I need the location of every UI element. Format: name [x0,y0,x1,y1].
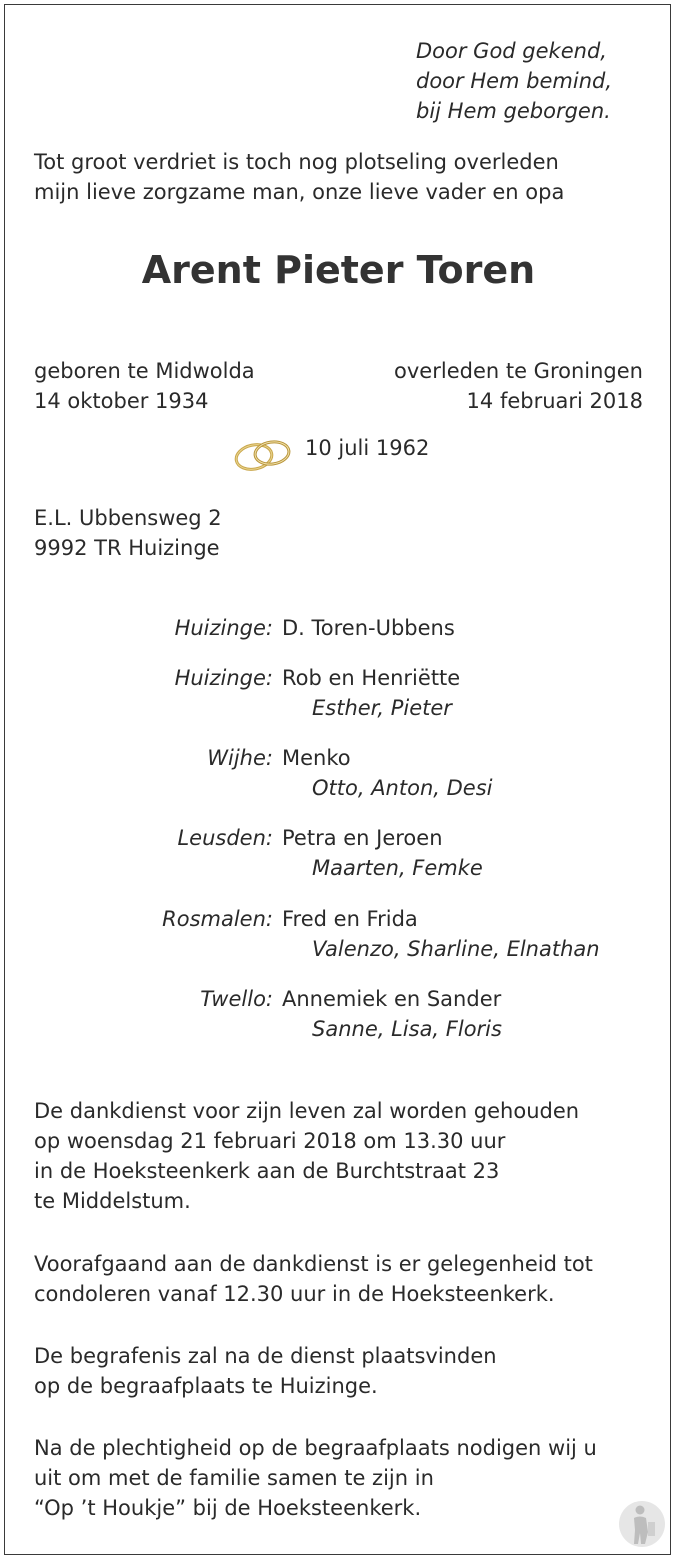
funeral-line: op de begraafplaats te Huizinge. [34,1374,378,1398]
family-place: Huizinge: [174,616,273,640]
family-place: Leusden: [177,826,273,850]
family-names: Fred en Frida [282,907,418,931]
service-line: De dankdienst voor zijn leven zal worden gehouden [34,1099,580,1123]
condolence-paragraph [34,1249,593,1309]
death-info [394,356,643,416]
family-place: Huizinge: [174,666,273,690]
service-line: te Middelstum. [34,1189,191,1213]
family-grandchildren: Valenzo, Sharline, Elnathan [312,937,600,961]
intro-text [34,147,564,207]
family-grandchildren: Otto, Anton, Desi [312,776,493,800]
verse [416,36,612,126]
deceased-name: Arent Pieter Toren [141,248,536,292]
family-names: Menko [282,746,351,770]
family-grandchildren: Sanne, Lisa, Floris [312,1017,502,1041]
family-grandchildren: Esther, Pieter [312,696,452,720]
family-grandchildren: Maarten, Femke [312,856,483,880]
family-place: Rosmalen: [162,907,273,931]
funeral-paragraph [34,1341,497,1401]
family-names: D. Toren-Ubbens [282,616,455,640]
invitation-line: uit om met de familie samen te zijn in [34,1466,434,1490]
service-paragraph [34,1096,579,1216]
birth-info [34,356,255,416]
invitation-line: Na de plechtigheid op de begraafplaats nodigen wij u [34,1436,597,1460]
invitation-paragraph [34,1433,597,1523]
invitation-line: “Op ’t Houkje” bij de Hoeksteenkerk. [34,1496,422,1520]
family-names: Petra en Jeroen [282,826,443,850]
address-postcode: 9992 TR Huizinge [34,536,220,560]
intro-line: mijn lieve zorgzame man, onze lieve vader en opa [34,180,565,204]
verse-line: Door God gekend, [416,39,607,63]
intro-line: Tot groot verdriet is toch nog plotseling overleden [34,150,559,174]
wedding-date: 10 juli 1962 [305,436,430,460]
service-line: in de Hoeksteenkerk aan de Burchtstraat 23 [34,1159,500,1183]
verse-line: door Hem bemind, [416,69,613,93]
condolence-line: Voorafgaand aan de dankdienst is er gelegenheid tot [34,1252,593,1276]
death-place: overleden te Groningen [394,359,643,383]
condolence-line: condoleren vanaf 12.30 uur in de Hoeksteenkerk. [34,1282,555,1306]
verse-line: bij Hem geborgen. [416,99,611,123]
death-date: 14 februari 2018 [466,389,643,413]
wedding-rings-icon [232,433,294,475]
birth-date: 14 oktober 1934 [34,389,209,413]
service-line: op woensdag 21 februari 2018 om 13.30 uur [34,1129,506,1153]
family-place: Wijhe: [207,746,273,770]
family-names: Rob en Henriëtte [282,666,461,690]
address [34,503,222,563]
address-street: E.L. Ubbensweg 2 [34,506,222,530]
birth-place: geboren te Midwolda [34,359,255,383]
family-names: Annemiek en Sander [282,987,502,1011]
person-silhouette-logo-icon [618,1500,666,1548]
funeral-line: De begrafenis zal na de dienst plaatsvinden [34,1344,497,1368]
family-place: Twello: [200,987,273,1011]
